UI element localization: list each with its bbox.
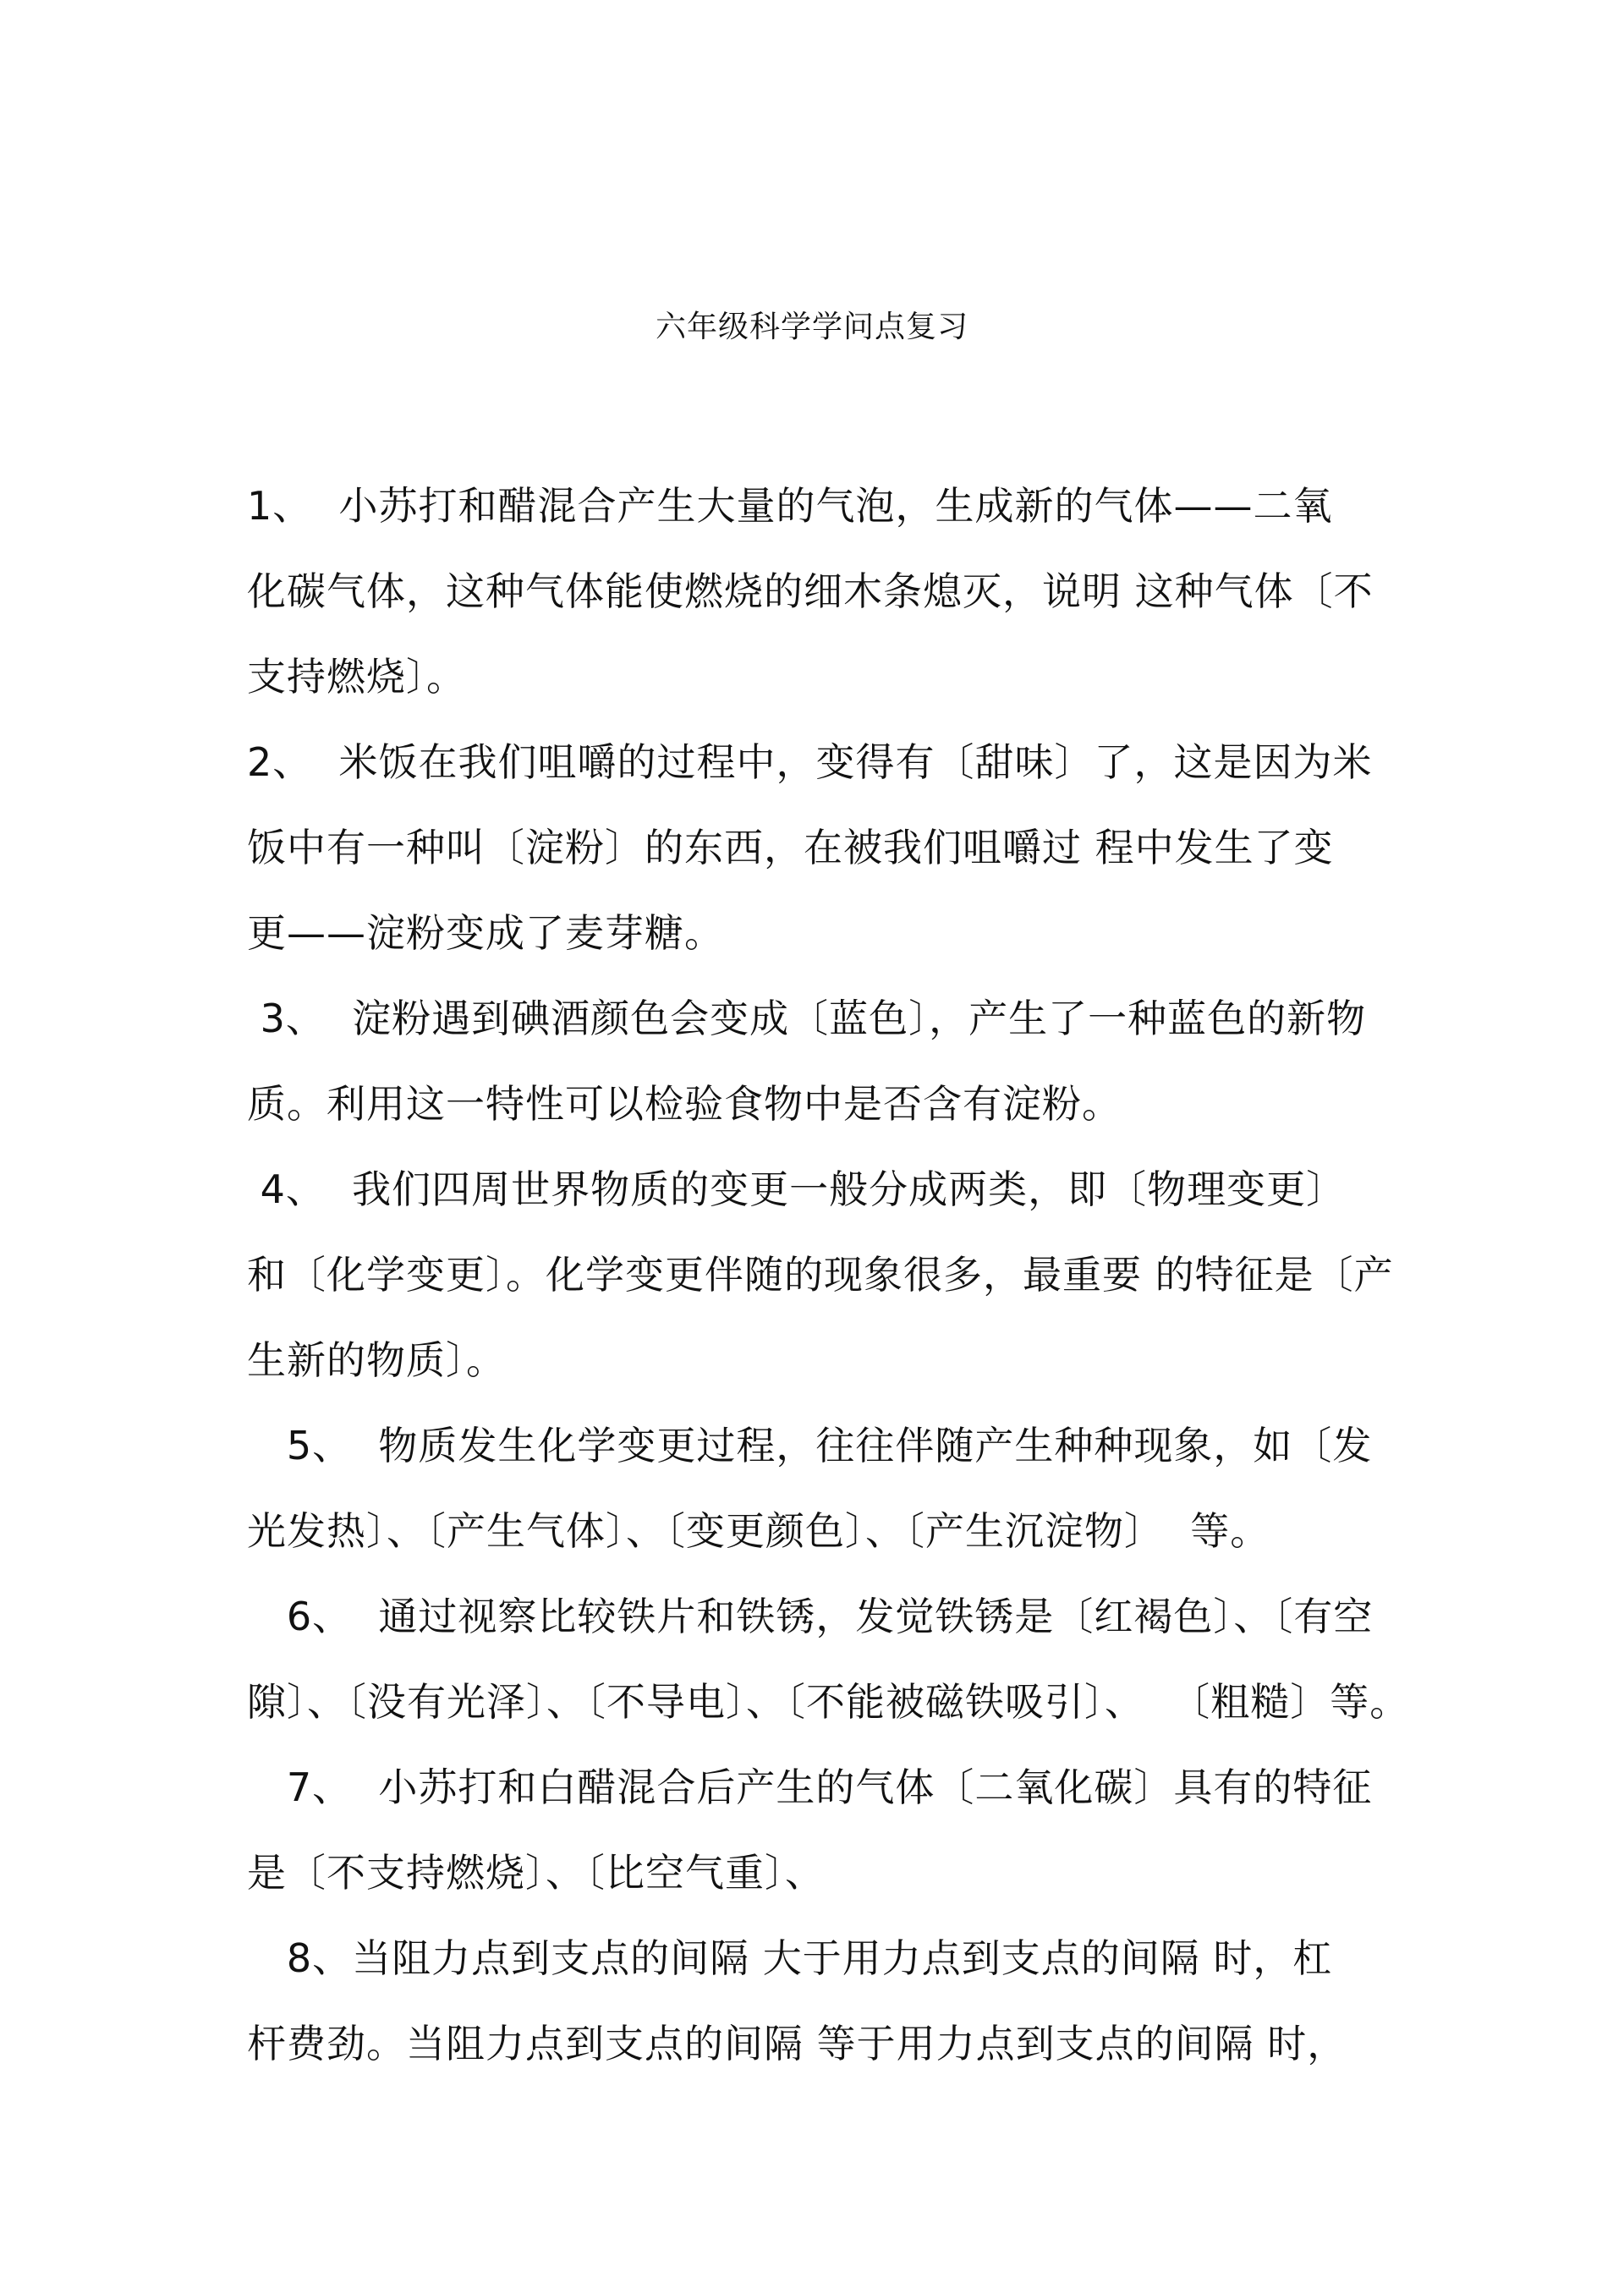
text-line: 4、 我们四周世界物质的变更一般分成两类，即〔物理变更〕 xyxy=(247,1166,1347,1212)
text-line: 5、 物质发生化学变更过程，往往伴随产生种种现象，如〔发 xyxy=(247,1423,1373,1468)
text-line: 1、 小苏打和醋混合产生大量的气泡，生成新的气体——二氧 xyxy=(247,483,1333,529)
document-body xyxy=(247,464,1410,2087)
text-line: 3、 淀粉遇到碘酒颜色会变成〔蓝色〕，产生了一种蓝色的新物 xyxy=(247,996,1367,1041)
text-line: 是〔不支持燃烧〕、〔比空气重〕、 xyxy=(247,1850,825,1896)
text-line: 隙〕、〔没有光泽〕、〔不导电〕、〔不能被磁铁吸引〕、 〔粗糙〕等。 xyxy=(247,1679,1410,1725)
text-line: 更——淀粉变成了麦芽糖。 xyxy=(247,910,724,956)
text-line: 杆费劲。当阻力点到支点的间隔 等于用力点到支点的间隔 时， xyxy=(247,2021,1347,2066)
text-line: 支持燃烧〕。 xyxy=(247,654,466,700)
text-line: 光发热〕、〔产生气体〕、〔变更颜色〕、〔产生沉淀物〕 等。 xyxy=(247,1508,1270,1554)
text-line: 质。利用这一特性可以检验食物中是否含有淀粉。 xyxy=(247,1081,1122,1127)
document-title: 六年级科学学问点复习 xyxy=(655,310,968,344)
text-line: 2、 米饭在我们咀嚼的过程中，变得有〔甜味〕了，这是因为米 xyxy=(247,739,1373,785)
text-line: 6、 通过视察比较铁片和铁锈，发觉铁锈是〔红褐色〕、〔有空 xyxy=(247,1594,1374,1639)
text-line: 饭中有一种叫〔淀粉〕的东西，在被我们咀嚼过 程中发生了变 xyxy=(247,825,1334,870)
text-line: 和〔化学变更〕。化学变更伴随的现象很多，最重要 的特征是〔产 xyxy=(247,1252,1394,1298)
text-line: 8、当阻力点到支点的间隔 大于用力点到支点的间隔 时，杠 xyxy=(247,1935,1333,1981)
text-line: 化碳气体，这种气体能使燃烧的细木条熄灭，说明 这种气体〔不 xyxy=(247,568,1374,614)
text-line: 7、 小苏打和白醋混合后产生的气体〔二氧化碳〕具有的特征 xyxy=(247,1764,1373,1810)
text-line: 生新的物质〕。 xyxy=(247,1337,506,1383)
